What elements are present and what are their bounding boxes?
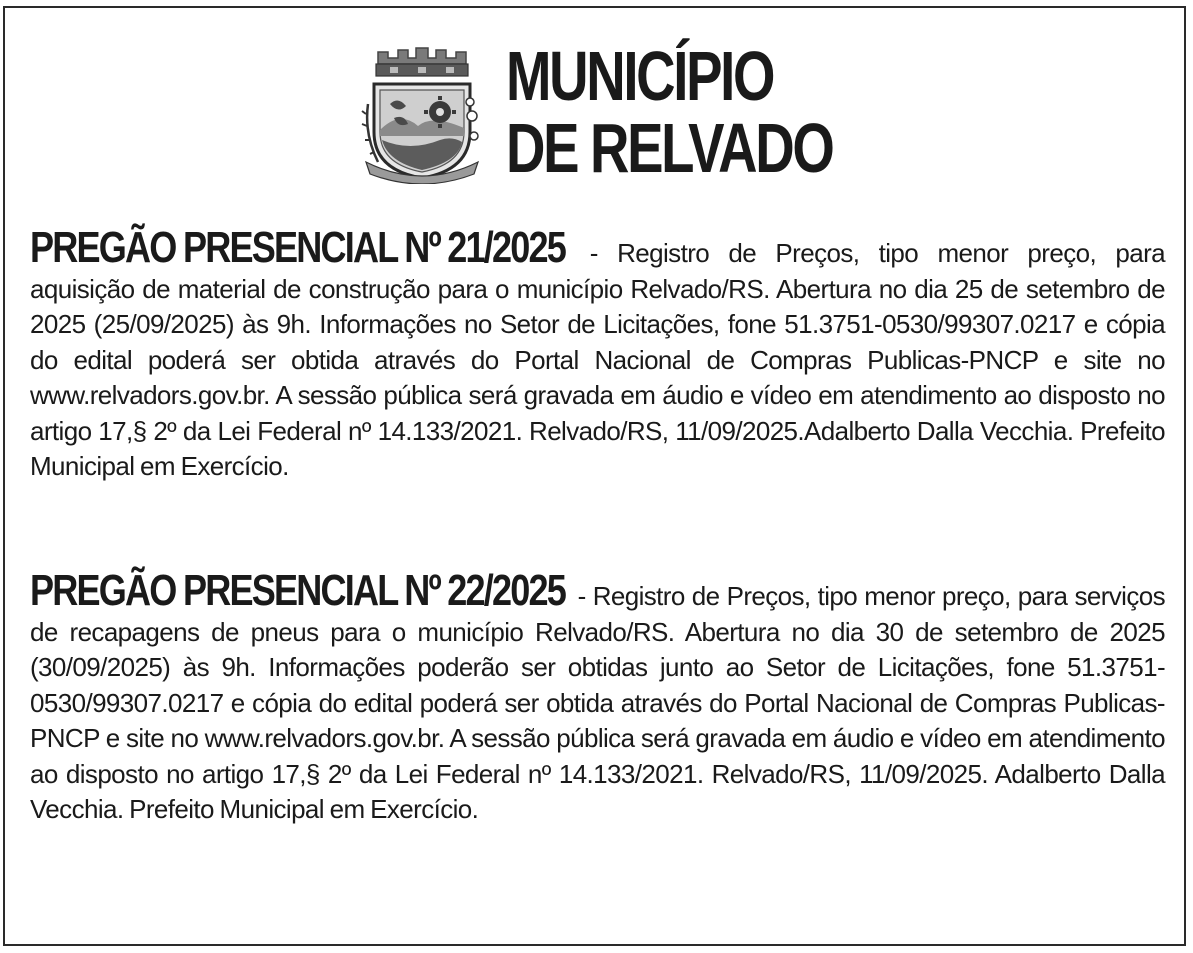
title-line-1: MUNICÍPIO [506,37,774,115]
title-line-2: DE RELVADO [506,109,833,187]
header [360,37,833,190]
notice-body: - Registro de Preços, tipo menor preço, para aquisição de material de construção para o município Relvado/RS. Abertura no dia 25 de setembro de 2025 (25/09/2025) às 9h. Informações no Setor de Licitações, fone 51.3751-0530/99307.0217 e cópia do edital poderá ser obtida através do Portal Nacional de Compras Publicas-PNCP e site no www.relvadors.gov.br. A sessão pública será gravada em áudio e vídeo em atendimento ao disposto no artigo 17,§ 2º da Lei Federal nº 14.133/2021. Relvado/RS, 11/09/2025.Adalberto Dalla Vecchia. Prefeito Municipal em Exercício. [30,238,1166,481]
notice-paragraph [30,566,1166,828]
notice-body: - Registro de Preços, tipo menor preço, para serviços de recapagens de pneus para o município Relvado/RS. Abertura no dia 30 de setembro de 2025 (30/09/2025) às 9h. Informações poderão ser obtidas junto ao Setor de Licitações, fone 51.3751-0530/99307.0217 e cópia do edital poderá ser obtida através do Portal Nacional de Compras Publicas-PNCP e site no www.relvadors.gov.br. A sessão pública será gravada em áudio e vídeo em atendimento ao disposto no artigo 17,§ 2º da Lei Federal nº 14.133/2021. Relvado/RS, 11/09/2025. Adalberto Dalla Vecchia. Prefeito Municipal em Exercício. [30,581,1166,824]
notice-heading: PREGÃO PRESENCIAL Nº 21/2025 [30,223,566,272]
notice-paragraph [30,223,1166,485]
municipal-coat-of-arms-icon [360,44,484,184]
notice-21-2025 [30,223,1166,485]
notice-22-2025 [30,566,1166,828]
municipality-title [506,37,833,187]
notice-heading: PREGÃO PRESENCIAL Nº 22/2025 [30,566,566,615]
